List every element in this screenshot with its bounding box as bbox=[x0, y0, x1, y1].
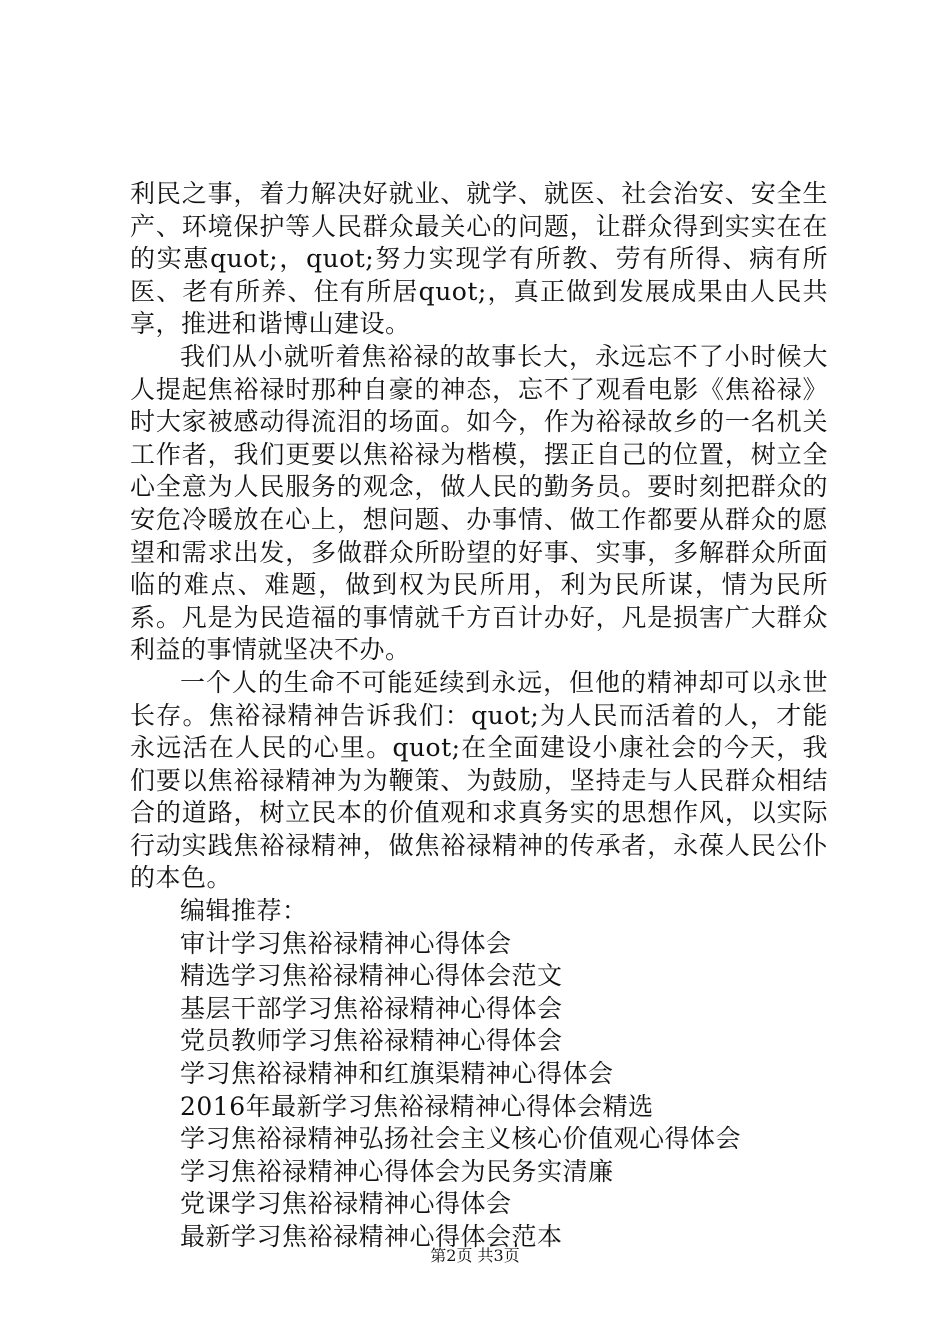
recommend-link[interactable]: 学习焦裕禄精神和红旗渠精神心得体会 bbox=[180, 1059, 614, 1089]
recommend-link[interactable]: 党课学习焦裕禄精神心得体会 bbox=[180, 1189, 512, 1219]
recommend-list bbox=[130, 895, 828, 1254]
paragraph-childhood-story: 我们从小就听着焦裕禄的故事长大，永远忘不了小时候大人提起焦裕禄时那种自豪的神态，忘不了观看电影《焦裕禄》时大家被感动得流泪的场面。如今，作为裕禄故乡的一名机关工作者，我们更要以焦裕禄为楷模，摆正自己的位置，树立全心全意为人民服务的观念，做人民的勤务员。要时刻把群众的安危冷暖放在心上，想问题、办事情、做工作都要从群众的愿望和需求出发，多做群众所盼望的好事、实事，多解群众所面临的难点、难题，做到权为民所用，利为民所谋，情为民所系。凡是为民造福的事情就千方百计办好，凡是损害广大群众利益的事情就坚决不办。 bbox=[130, 341, 828, 665]
recommend-link[interactable]: 基层干部学习焦裕禄精神心得体会 bbox=[180, 993, 563, 1023]
recommend-link[interactable]: 最新学习焦裕禄精神心得体会范本 bbox=[180, 1222, 563, 1251]
document-body bbox=[130, 178, 828, 1254]
recommend-link[interactable]: 精选学习焦裕禄精神心得体会范文 bbox=[180, 961, 563, 991]
recommend-link[interactable]: 学习焦裕禄精神心得体会为民务实清廉 bbox=[180, 1156, 614, 1186]
recommend-heading: 编辑推荐： bbox=[180, 896, 308, 926]
recommend-link[interactable]: 审计学习焦裕禄精神心得体会 bbox=[180, 928, 512, 958]
recommend-link[interactable]: 学习焦裕禄精神弘扬社会主义核心价值观心得体会 bbox=[180, 1124, 742, 1154]
paragraph-continuation: 利民之事，着力解决好就业、就学、就医、社会治安、安全生产、环境保护等人民群众最关心的问题，让群众得到实实在在的实惠quot;，quot;努力实现学有所教、劳有所得、病有所医、老有所养、住有所居quot;，真正做到发展成果由人民共享，推进和谐博山建设。 bbox=[130, 179, 828, 339]
recommend-link[interactable]: 党员教师学习焦裕禄精神心得体会 bbox=[180, 1026, 563, 1056]
recommend-link[interactable]: 2016年最新学习焦裕禄精神心得体会精选 bbox=[180, 1091, 654, 1121]
paragraph-spirit-legacy: 一个人的生命不可能延续到永远，但他的精神却可以永世长存。焦裕禄精神告诉我们：quot;为人民而活着的人，才能永远活在人民的心里。quot;在全面建设小康社会的今天，我们要以焦裕禄精神为为鞭策、为鼓励，坚持走与人民群众相结合的道路，树立民本的价值观和求真务实的思想作风，以实际行动实践焦裕禄精神，做焦裕禄精神的传承者，永葆人民公仆的本色。 bbox=[130, 667, 828, 893]
page-footer: 第2页 共3页 bbox=[430, 1246, 520, 1265]
